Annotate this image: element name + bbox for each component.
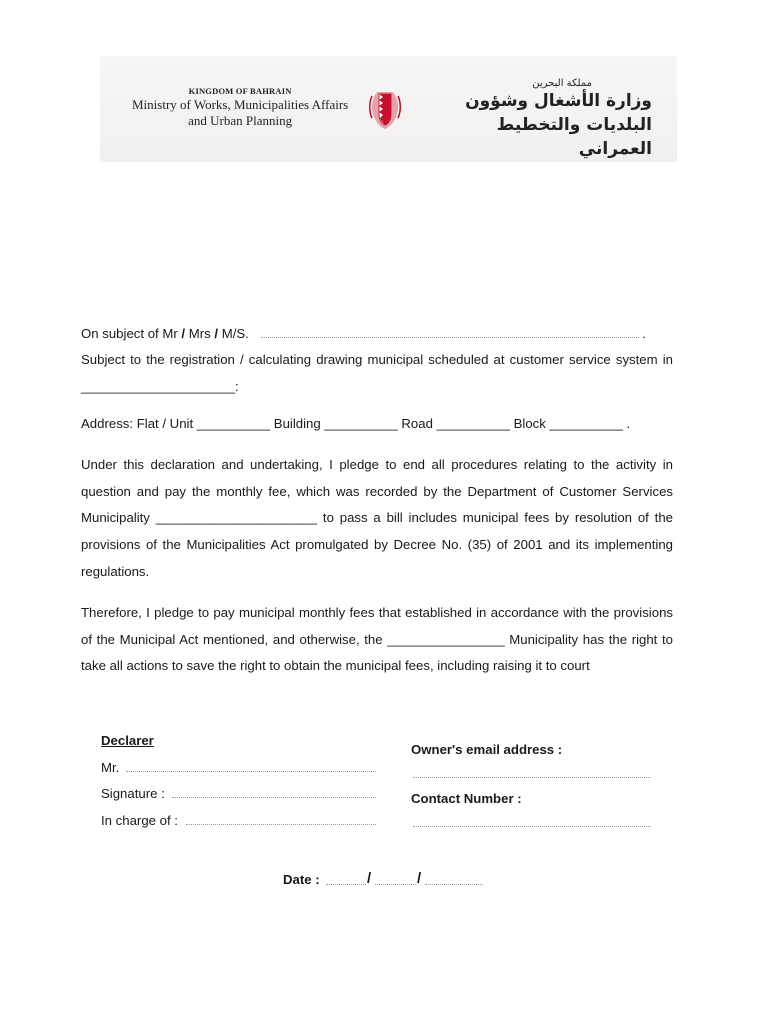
in-charge-label: In charge of : [101, 813, 178, 828]
subject-line [81, 321, 673, 348]
registration-paragraph: Subject to the registration / calculating drawing municipal scheduled at customer service system in _____________________: [81, 352, 673, 394]
declarer-name-field[interactable] [126, 771, 376, 772]
date-month-field[interactable] [375, 884, 416, 885]
kingdom-label: KINGDOM OF BAHRAIN [188, 86, 292, 96]
subject-name-field[interactable] [261, 327, 639, 338]
signature-label: Signature : [101, 786, 165, 801]
date-separator: / [367, 870, 372, 887]
ministry-name-line2: and Urban Planning [188, 113, 293, 128]
date-year-field[interactable] [425, 884, 483, 885]
contact-number-field[interactable] [413, 826, 651, 827]
ministry-name-line1: Ministry of Works, Municipalities Affairs [132, 97, 349, 112]
owner-email-label: Owner's email address : [411, 742, 563, 757]
letterhead [100, 56, 677, 162]
bahrain-emblem-icon [368, 84, 402, 130]
subject-ms: M/S. [218, 326, 249, 341]
date-separator: / [417, 870, 422, 887]
signature-field[interactable] [172, 797, 376, 798]
undertaking-paragraph: Therefore, I pledge to pay municipal monthly fees that established in accordance with the provisions of the Municipal Act mentioned, and otherwise, the ________________ Municipality has the right to take all actions to save the right to obtain the municipal fees, including raising it to court [81, 605, 673, 674]
contact-number-label: Contact Number : [411, 791, 522, 806]
subject-mrs: Mrs [185, 326, 215, 341]
declarer-mr-label: Mr. [101, 760, 120, 775]
slash-separator: / [214, 326, 219, 341]
subject-end: . [642, 326, 646, 341]
ministry-arabic-block [422, 78, 652, 161]
owner-email-field[interactable] [413, 777, 651, 778]
arabic-kingdom-label: مملكة البحرين [532, 78, 592, 89]
arabic-ministry-name: وزارة الأشغال وشؤون البلديات والتخطيط العمراني [465, 91, 652, 159]
in-charge-field[interactable] [186, 824, 376, 825]
address-line: Address: Flat / Unit __________ Building __________ Road __________ Block __________ . [81, 416, 631, 431]
ministry-english-block [132, 86, 348, 128]
subject-prefix: On subject of Mr [81, 326, 182, 341]
date-day-field[interactable] [326, 884, 366, 885]
declarer-heading: Declarer [101, 733, 154, 748]
declaration-paragraph: Under this declaration and undertaking, I pledge to end all procedures relating to the activity in question and pay the monthly fee, which was recorded by the Department of Customer Services Municipality ______________________ to pass a bill includes municipal fees by resolution of the provisions of the Municipalities Act promulgated by Decree No. (35) of 2001 and its implementing regulations. [81, 457, 673, 579]
date-label: Date : [283, 872, 320, 887]
slash-separator: / [181, 326, 186, 341]
